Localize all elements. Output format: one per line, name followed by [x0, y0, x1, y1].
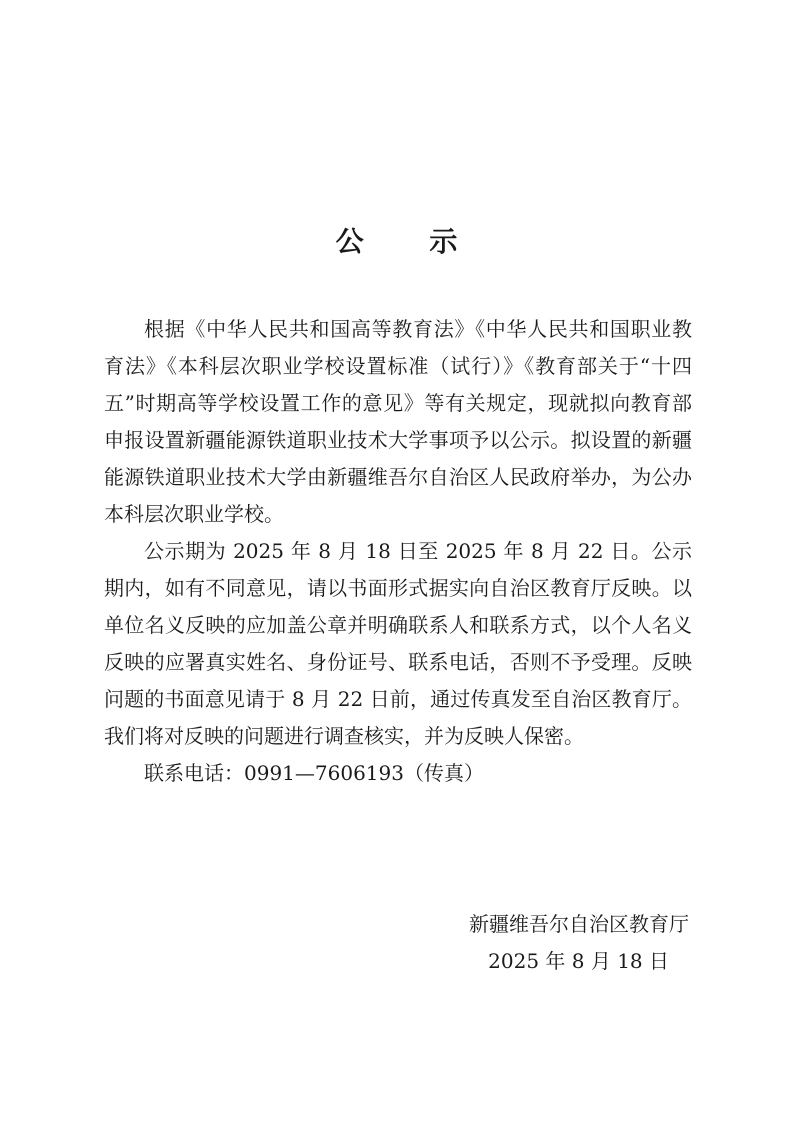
paragraph-basis: 根据《中华人民共和国高等教育法》《中华人民共和国职业教育法》《本科层次职业学校设置标准（试行）》《教育部关于“十四五”时期高等学校设置工作的意见》等有关规定，现就拟向教育部申报设置新疆能源铁道职业技术大学事项予以公示。拟设置的新疆能源铁道职业技术大学由新疆维吾尔自治区人民政府举办，为公办本科层次职业学校。	[104, 317, 692, 526]
paragraph-notice-period: 公示期为 2025 年 8 月 18 日至 2025 年 8 月 22 日。公示期内，如有不同意见，请以书面形式据实向自治区教育厅反映。以单位名义反映的应加盖公章并明确联系人和联系方式，以个人名义反映的应署真实姓名、身份证号、联系电话，否则不予受理。反映问题的书面意见请于 8 月 22 日前，通过传真发至自治区教育厅。我们将对反映的问题进行调查核实，并为反映人保密。	[104, 539, 692, 748]
document-title: 公 示	[335, 225, 486, 258]
signature-block	[289, 906, 689, 980]
signature-organization: 新疆维吾尔自治区教育厅	[469, 912, 689, 936]
paragraph-contact: 联系电话：0991—7606193（传真）	[144, 761, 484, 785]
signature-date: 2025 年 8 月 18 日	[488, 949, 669, 973]
document-body	[104, 311, 692, 792]
